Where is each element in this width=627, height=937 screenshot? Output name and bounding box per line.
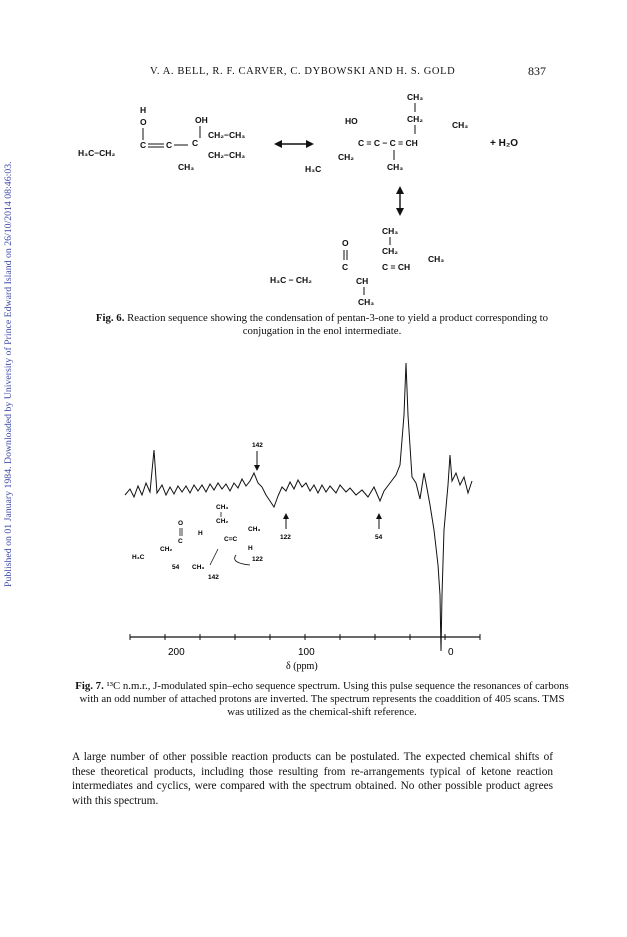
running-header: V. A. BELL, R. F. CARVER, C. DYBOWSKI AND H. S. GOLD [150,66,456,77]
svg-text:CH₃: CH₃ [216,504,229,511]
mol1-c3: C [192,138,199,148]
resonance-arrow [274,140,314,148]
mol1-c1: C [140,140,147,150]
svg-text:CH₂: CH₂ [160,546,173,553]
vertical-resonance-arrow [396,186,404,216]
fig7-label: Fig. 7. [75,680,104,692]
tick-100: 100 [298,647,315,658]
svg-text:54: 54 [375,534,383,541]
peak-arrow-122 [280,513,291,541]
mol2-ch2-left: CH₂ [338,152,355,162]
mol1-h: H [140,105,147,115]
mol1-ethyl-upper: CH₂−CH₃ [208,130,246,140]
svg-text:CH₃: CH₃ [192,564,205,571]
axis-label: δ (ppm) [286,661,318,672]
mol1-ch3: CH₃ [178,162,195,172]
mol2-chain: C = C − C = CH [358,138,418,148]
svg-text:H: H [248,545,253,552]
mol2-ch2: CH₂ [407,114,424,124]
mol2-ho: HO [345,116,358,126]
svg-text:C: C [178,538,183,545]
svg-text:54: 54 [172,564,180,571]
fig7-caption-text: ¹³C n.m.r., J-modulated spin–echo sequence spectrum. Using this pulse sequence the resonances of carbons with an odd number of attached protons are inverted. The spectrum represents the coaddition of 405 scans. TMS was utilized as the chemical-shift reference. [79,680,569,718]
fig6-reaction-scheme [60,88,580,310]
mol3-ch3-right: CH₃ [428,254,445,264]
svg-text:122: 122 [280,534,291,541]
mol2-ch3-right: CH₃ [452,120,469,130]
mol1-left: H₃C−CH₂ [78,148,116,158]
svg-text:C=C: C=C [224,536,238,543]
svg-text:O: O [178,520,184,527]
tick-200: 200 [168,647,185,658]
fig7-spectrum [100,355,500,675]
mol1-o: O [140,117,147,127]
mol3-chain: C = CH [382,262,411,272]
fig7-caption [72,680,572,719]
page-number: 837 [528,64,546,78]
svg-text:H₃C: H₃C [132,554,145,561]
mol3-ch: CH [356,276,369,286]
fig6-caption [72,312,572,338]
tick-0: 0 [448,647,454,658]
mol3-o: O [342,238,349,248]
mol2-ch3-bottom: CH₃ [387,162,404,172]
mol3-left: H₃C − CH₂ [270,275,312,285]
provenance-sidebar: Published on 01 January 1984. Downloaded by University of Prince Edward Island on 26/10/2014 08:46:03. [3,161,14,587]
mol3-ch3-top: CH₃ [382,226,399,236]
svg-text:CH₂: CH₂ [216,518,229,525]
fig6-enol [305,92,468,174]
mol3-ch2: CH₂ [382,246,399,256]
mol3-c: C [342,262,349,272]
svg-text:H: H [198,530,203,537]
spectrum-trace [125,363,472,651]
svg-text:142: 142 [208,574,219,581]
mol3-ch3-bottom: CH₃ [358,297,375,307]
body-paragraph: A large number of other possible reaction products can be postulated. The expected chemical shifts of these theoretical products, including those resulting from re-arrangements typical of ketone reaction intermediates and cyclics, were compared with the spectrum obtained. No other possible product agrees with this spectrum. [72,751,553,807]
mol2-ch3-top: CH₃ [407,92,424,102]
fig6-reactant [78,105,245,172]
fig6-caption-text: Reaction sequence showing the condensation of pentan-3-one to yield a product corresponding to conjugation in the enol intermediate. [127,312,549,337]
svg-text:142: 142 [252,442,263,449]
plus-water: + H₂O [490,138,519,149]
mol1-c2: C [166,140,173,150]
peak-arrow-142 [252,442,263,471]
svg-text:CH₃: CH₃ [248,526,261,533]
svg-text:122: 122 [252,556,263,563]
mol1-ethyl-lower: CH₂−CH₃ [208,150,246,160]
mol1-oh: OH [195,115,208,125]
fig6-product [270,226,444,307]
inset-structure [132,504,263,581]
mol2-ch3-left: H₃C [305,164,322,174]
fig6-label: Fig. 6. [95,312,125,324]
peak-arrow-54 [375,513,383,541]
